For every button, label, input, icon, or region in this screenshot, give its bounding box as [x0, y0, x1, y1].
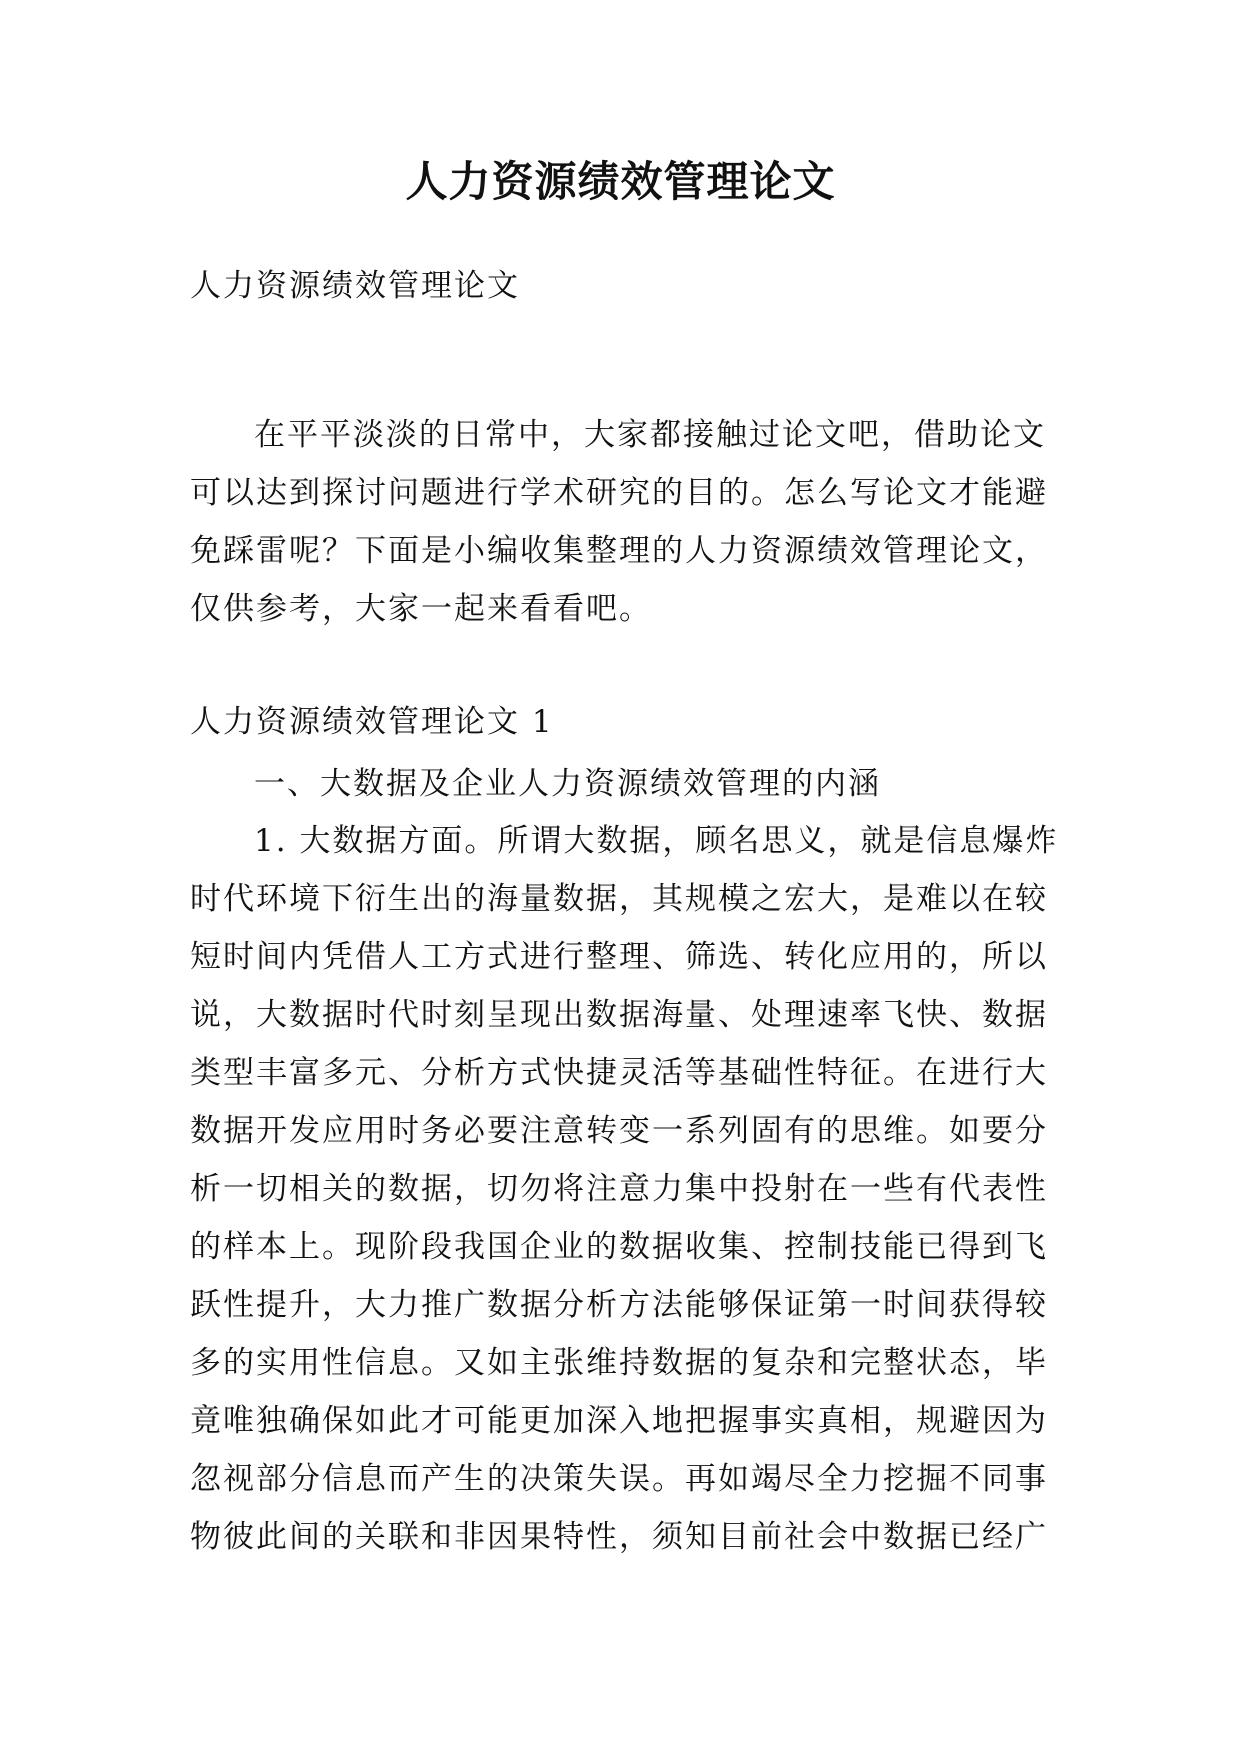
document-subtitle: 人力资源绩效管理论文 — [190, 268, 520, 304]
section-title: 人力资源绩效管理论文 1 — [190, 704, 554, 740]
body-paragraph: 1. 大数据方面。所谓大数据，顾名思义，就是信息爆炸时代环境下衍生出的海量数据，其规模之宏大，是难以在较短时间内凭借人工方式进行整理、筛选、转化应用的，所以说，大数据时代时刻呈现出数据海量、处理速率飞快、数据类型丰富多元、分析方式快捷灵活等基础性特征。在进行大数据开发应用时务必要注意转变一系列固有的思维。如要分析一切相关的数据，切勿将注意力集中投射在一些有代表性的样本上。现阶段我国企业的数据收集、控制技能已得到飞跃性提升，大力推广数据分析方法能够保证第一时间获得较多的实用性信息。又如主张维持数据的复杂和完整状态，毕竟唯独确保如此才可能更加深入地把握事实真相，规避因为忽视部分信息而产生的决策失误。再如竭尽全力挖掘不同事物彼此间的关联和非因果特性，须知目前社会中数据已经广 — [190, 823, 1059, 1555]
intro-paragraph: 在平平淡淡的日常中，大家都接触过论文吧，借助论文可以达到探讨问题进行学术研究的目的。怎么写论文才能避免踩雷呢？下面是小编收集整理的人力资源绩效管理论文，仅供参考，大家一起来看看吧。 — [190, 417, 1048, 627]
section-heading: 一、大数据及企业人力资源绩效管理的内涵 — [254, 766, 881, 802]
document-title: 人力资源绩效管理论文 — [405, 157, 836, 206]
